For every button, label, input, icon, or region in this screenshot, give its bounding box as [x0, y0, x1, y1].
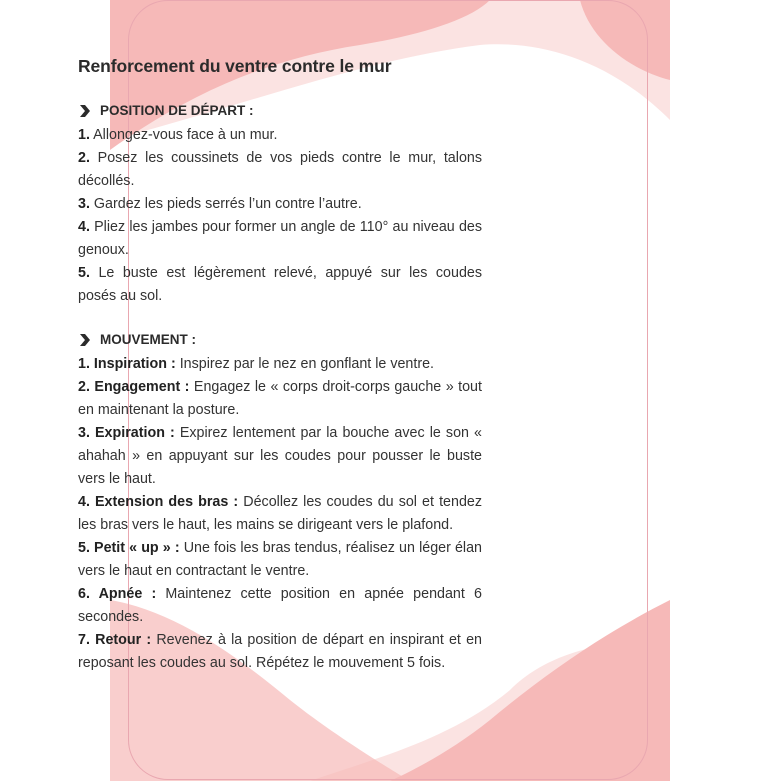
list-item: 2. Engagement : Engagez le « corps droit-corps gauche » tout en maintenant la posture. — [78, 379, 482, 418]
movement-items — [78, 353, 482, 675]
list-item: 6. Apnée : Maintenez cette position en apnée pendant 6 secondes. — [78, 586, 482, 625]
list-item: 4. Extension des bras : Décollez les coudes du sol et tendez les bras vers le haut, les mains se dirigeant vers le plafond. — [78, 494, 482, 533]
list-item: 1. Inspiration : Inspirez par le nez en gonflant le ventre. — [78, 356, 435, 372]
list-item: 2. Posez les coussinets de vos pieds contre le mur, talons décollés. — [78, 150, 482, 189]
section-heading-movement — [78, 332, 482, 347]
list-item: 3. Gardez les pieds serrés l’un contre l’autre. — [78, 196, 362, 212]
start-items — [78, 124, 482, 308]
list-item: 5. Petit « up » : Une fois les bras tendus, réalisez un léger élan vers le haut en contractant le ventre. — [78, 540, 482, 579]
content — [78, 56, 482, 675]
list-item: 1. Allongez-vous face à un mur. — [78, 127, 278, 143]
section-heading-label: POSITION DE DÉPART : — [100, 103, 254, 118]
list-item: 7. Retour : Revenez à la position de départ en inspirant et en reposant les coudes au sol. Répétez le mouvement 5 fois. — [78, 632, 482, 671]
section-heading-start — [78, 103, 482, 118]
list-item: 4. Pliez les jambes pour former un angle de 110° au niveau des genoux. — [78, 219, 482, 258]
section-heading-label: MOUVEMENT : — [100, 332, 196, 347]
list-item: 3. Expiration : Expirez lentement par la bouche avec le son « ahahah » en appuyant sur les coudes pour pousser le buste vers le haut. — [78, 425, 482, 487]
chevron-right-icon — [78, 333, 92, 347]
list-item: 5. Le buste est légèrement relevé, appuyé sur les coudes posés au sol. — [78, 265, 482, 304]
chevron-right-icon — [78, 104, 92, 118]
page-title: Renforcement du ventre contre le mur — [78, 56, 392, 76]
